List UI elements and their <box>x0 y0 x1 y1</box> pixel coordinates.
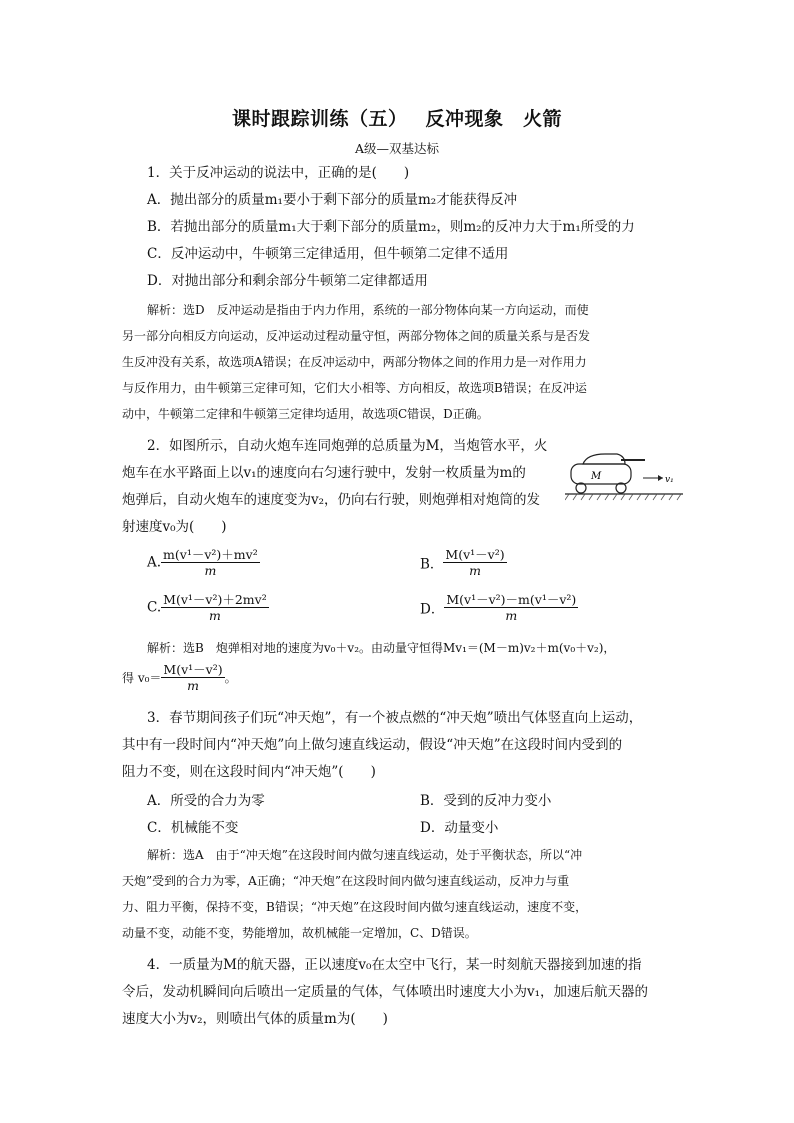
turret-shape <box>583 454 625 464</box>
q2-stem-line: 炮车在水平路面上以v₁的速度向右匀速行驶中，发射一枚质量为m的 <box>122 465 526 481</box>
q3-option-c: C．机械能不变 <box>147 820 239 836</box>
q3-option-b: B．受到的反冲力变小 <box>420 793 552 809</box>
fraction: $\frac{\text{M(v¹－v²)}}{m}$ <box>163 662 223 693</box>
q1-option-c: C．反冲运动中，牛顿第三定律适用，但牛顿第二定律不适用 <box>147 246 509 262</box>
q2-solution-result: 得 v₀＝ $\frac{\text{M(v¹－v²)}}{m}$ 。 <box>122 662 237 693</box>
fraction: $\frac{\text{M(v¹－v²)}}{m}$ <box>445 547 505 578</box>
q1-solution-line: 与反作用力，由牛顿第三定律可知，它们大小相等、方向相反，故选项B错误；在反冲运 <box>122 381 587 395</box>
q4-stem-line: 4．一质量为M的航天器，正以速度v₀在太空中飞行，某一时刻航天器接到加速的指 <box>147 957 642 973</box>
fraction: $\frac{\text{M(v¹－v²)－m(v¹－v²)}}{m}$ <box>446 592 577 623</box>
q1-solution-line: 动中，牛顿第二定律和牛顿第三定律均适用，故选项C错误，D正确。 <box>122 407 489 421</box>
arrow-head <box>658 475 663 481</box>
q2-stem-line: 射速度v₀为( ) <box>122 519 227 535</box>
title-sub: 反冲现象 火箭 <box>425 108 563 130</box>
q3-solution-line: 解析：选A 由于“冲天炮”在这段时间内做匀速直线运动，处于平衡状态，所以“冲 <box>147 848 583 862</box>
q2-option-d: D． $\frac{\text{M(v¹－v²)－m(v¹－v²)}}{m}$ <box>420 592 577 623</box>
q3-solution-line: 动量不变，动能不变，势能增加，故机械能一定增加，C、D错误。 <box>122 926 477 940</box>
q2-stem-line: 炮弹后，自动火炮车的速度变为v₂，仍向右行驶，则炮弹相对炮筒的发 <box>122 492 541 508</box>
q3-stem-line: 阻力不变，则在这段时间内“冲天炮”( ) <box>122 764 376 780</box>
page-title <box>0 104 794 131</box>
q3-stem-line: 其中有一段时间内“冲天炮”向上做匀速直线运动，假设“冲天炮”在这段时间内受到的 <box>122 737 623 753</box>
q1-solution-line: 解析：选D 反冲运动是指由于内力作用，系统的一部分物体向某一方向运动，而使 <box>147 303 589 317</box>
ground-hatching <box>565 494 681 500</box>
velocity-label: v₁ <box>665 475 674 485</box>
q4-stem-line: 速度大小为v₂，则喷出气体的质量m为( ) <box>122 1011 388 1027</box>
q2-stem-line: 2．如图所示，自动火炮车连同炮弹的总质量为M，当炮管水平，火 <box>147 438 548 454</box>
level-subtitle: A级—双基达标 <box>354 141 440 156</box>
q2-option-c: C. $\frac{\text{M(v¹－v²)＋2mv²}}{m}$ <box>147 592 267 623</box>
fraction: $\frac{\text{m(v¹－v²)＋mv²}}{m}$ <box>163 547 258 578</box>
q3-option-a: A．所受的合力为零 <box>147 793 265 809</box>
q2-solution-line: 解析：选B 炮弹相对地的速度为v₀＋v₂。由动量守恒得Mv₁＝(M－m)v₂＋m(v₀＋v₂)， <box>147 641 616 655</box>
q2-option-b: B． $\frac{\text{M(v¹－v²)}}{m}$ <box>420 547 505 578</box>
tank-figure <box>565 448 685 510</box>
q1-solution-line: 生反冲没有关系，故选项A错误；在反冲运动中，两部分物体之间的作用力是一对作用力 <box>122 355 587 369</box>
mass-label: M <box>591 471 602 482</box>
q3-solution-line: 力、阻力平衡，保持不变，B错误；“冲天炮”在这段时间内做匀速直线运动，速度不变， <box>122 900 588 914</box>
q2-option-a: A. $\frac{\text{m(v¹－v²)＋mv²}}{m}$ <box>147 547 258 578</box>
q1-stem: 1．关于反冲运动的说法中，正确的是( ) <box>147 165 410 181</box>
q1-option-b: B．若抛出部分的质量m₁大于剩下部分的质量m₂，则m₂的反冲力大于m₁所受的力 <box>147 219 635 235</box>
q3-option-d: D．动量变小 <box>420 820 499 836</box>
q1-solution-line: 另一部分向相反方向运动，反冲运动过程动量守恒，两部分物体之间的质量关系与是否发 <box>122 329 591 343</box>
q3-stem-line: 3．春节期间孩子们玩“冲天炮”，有一个被点燃的“冲天炮”喷出气体竖直向上运动， <box>147 710 643 726</box>
fraction: $\frac{\text{M(v¹－v²)＋2mv²}}{m}$ <box>163 592 267 623</box>
q1-option-d: D．对抛出部分和剩余部分牛顿第二定律都适用 <box>147 273 428 289</box>
q1-option-a: A．抛出部分的质量m₁要小于剩下部分的质量m₂才能获得反冲 <box>147 192 518 208</box>
title-main: 课时跟踪训练（五） <box>231 108 408 130</box>
q3-solution-line: 天炮”受到的合力为零，A正确；“冲天炮”在这段时间内做匀速直线运动，反冲力与重 <box>122 874 570 888</box>
q4-stem-line: 令后，发动机瞬间向后喷出一定质量的气体，气体喷出时速度大小为v₁，加速后航天器的 <box>122 984 649 1000</box>
